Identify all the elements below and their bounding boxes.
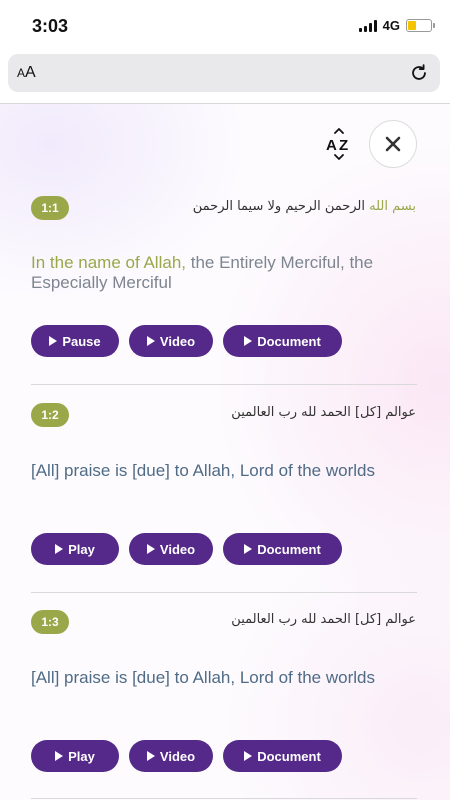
svg-text:A: A [326,137,337,154]
document-button-label: Document [257,748,321,764]
video-button-label: Video [159,748,196,764]
translation-highlight: In the name of Allah, [31,253,186,272]
play-icon [49,336,57,346]
reload-icon[interactable] [408,62,430,84]
play-button-label: Play [68,748,95,764]
verse-number-badge: 1:1 [31,196,69,220]
play-icon [55,544,63,554]
network-label: 4G [382,18,400,33]
document-button[interactable] [223,533,342,565]
text-size-large-a: A [25,64,36,81]
play-icon [147,751,155,761]
video-button[interactable] [129,325,213,357]
play-button[interactable] [31,740,119,772]
play-icon [55,751,63,761]
video-button[interactable] [129,533,213,565]
translation-text [31,253,426,293]
close-icon [385,136,401,152]
play-icon [147,544,155,554]
translation-text: [All] praise is [due] to Allah, Lord of the worlds [31,461,375,480]
status-bar [0,0,450,50]
verse-number-badge: 1:3 [31,610,69,634]
play-icon [147,336,155,346]
pause-button-label: Pause [62,333,101,349]
play-icon [244,544,252,554]
document-button-label: Document [257,541,321,557]
arabic-rest: الرحمن الرحيم ولا سيما الرحمن [192,199,370,214]
verse-separator [31,592,417,593]
svg-text:Z: Z [339,137,349,154]
arabic-text [193,199,416,214]
pause-button[interactable] [31,325,119,357]
text-size-small-a: A [17,66,26,80]
verse-list [0,104,450,800]
battery-icon [406,19,432,32]
video-button-label: Video [159,333,196,349]
video-button[interactable] [129,740,213,772]
document-button[interactable] [223,325,342,357]
document-button-label: Document [257,333,321,349]
verse-number-badge: 1:2 [31,403,69,427]
url-bar[interactable] [8,54,440,92]
battery-level [408,21,416,30]
translation-text: [All] praise is [due] to Allah, Lord of the worlds [31,668,375,687]
translation-rest: the Entirely Merciful, the Especially Merciful [31,253,374,292]
close-button[interactable] [369,120,417,168]
status-time: 3:03 [32,16,69,36]
signal-icon [359,20,377,32]
play-icon [244,336,252,346]
arabic-text: عوالم [كل] الحمد لله رب العالمين [231,612,416,627]
document-button[interactable] [223,740,342,772]
arabic-highlight: بسم الله [369,199,416,214]
status-indicators [359,18,432,33]
video-button-label: Video [159,541,196,557]
play-button-label: Play [68,541,95,557]
play-icon [244,751,252,761]
play-button[interactable] [31,533,119,565]
arabic-text: عوالم [كل] الحمد لله رب العالمين [231,405,416,420]
text-size-button[interactable] [17,64,36,82]
verse-separator [31,384,417,385]
verse-separator [31,798,417,799]
sort-az-icon[interactable] [326,128,352,160]
